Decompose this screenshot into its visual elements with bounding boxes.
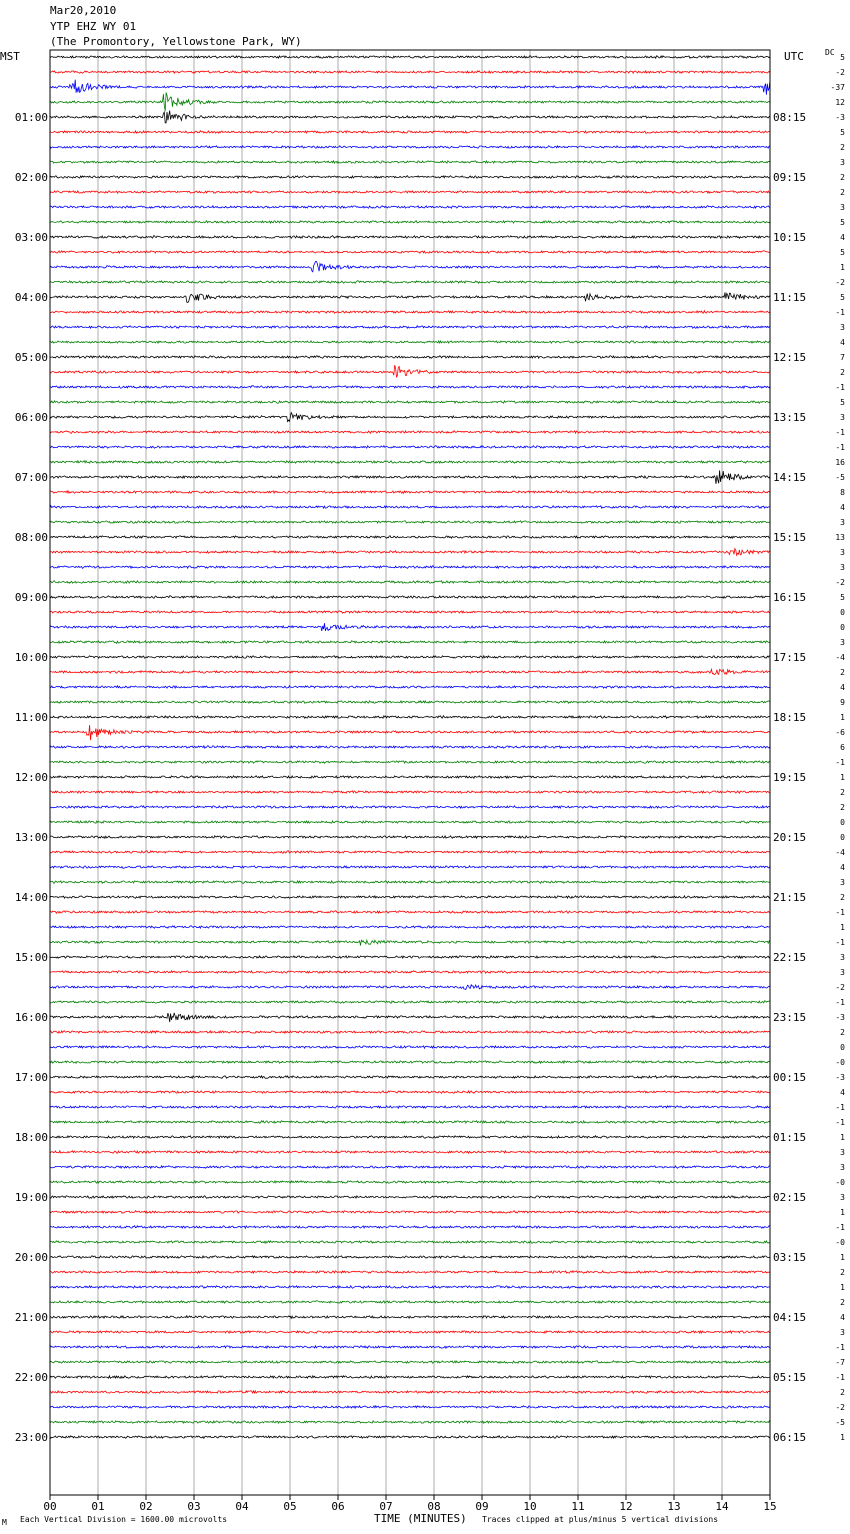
utc-hour-label: 16:15: [773, 591, 807, 604]
utc-hour-label: 12:15: [773, 351, 807, 364]
station-code: YTP EHZ WY 01: [50, 20, 137, 33]
dc-offset-label: 3: [840, 413, 845, 422]
clip-note: Traces clipped at plus/minus 5 vertical divisions: [482, 1515, 719, 1524]
dc-offset-label: 4: [840, 1313, 845, 1322]
trace-line: [50, 236, 770, 239]
dc-offset-label: -0: [835, 1238, 845, 1247]
dc-offset-label: 3: [840, 563, 845, 572]
trace-line: [50, 1361, 770, 1364]
mst-hour-label: 15:00: [14, 951, 48, 964]
x-tick-label: 02: [139, 1500, 153, 1513]
trace-line: [50, 491, 770, 494]
dc-offset-label: -2: [835, 983, 845, 992]
dc-offset-label: 8: [840, 488, 845, 497]
dc-offset-label: -1: [835, 443, 845, 452]
trace-line: [50, 716, 770, 719]
trace-line: [50, 1286, 770, 1289]
utc-hour-label: 11:15: [773, 291, 807, 304]
mst-hour-label: 18:00: [14, 1131, 48, 1144]
dc-offset-label: -1: [835, 1343, 845, 1352]
dc-offset-label: 1: [840, 1133, 845, 1142]
dc-offset-label: 3: [840, 638, 845, 647]
dc-offset-label: -0: [835, 1058, 845, 1067]
trace-line: [50, 806, 770, 808]
dc-offset-label: 2: [840, 788, 845, 797]
x-tick-label: 07: [379, 1500, 393, 1513]
trace-line: [50, 956, 770, 958]
dc-offset-label: 4: [840, 683, 845, 692]
dc-offset-label: 3: [840, 548, 845, 557]
dc-offset-label: 1: [840, 1253, 845, 1262]
dc-offset-label: 3: [840, 1328, 845, 1337]
dc-offset-label: -1: [835, 1118, 845, 1127]
utc-hour-label: 23:15: [773, 1011, 807, 1024]
trace-line: [50, 623, 770, 631]
dc-offset-label: 3: [840, 323, 845, 332]
dc-offset-label: -1: [835, 758, 845, 767]
dc-offset-label: -2: [835, 1403, 845, 1412]
trace-line: [50, 401, 770, 404]
dc-offset-label: 2: [840, 368, 845, 377]
utc-hour-label: 02:15: [773, 1191, 807, 1204]
x-tick-label: 08: [427, 1500, 441, 1513]
dc-offset-label: 1: [840, 1433, 845, 1442]
mst-hour-label: 03:00: [14, 231, 48, 244]
trace-line: [50, 1091, 770, 1094]
trace-line: [50, 292, 770, 302]
trace-line: [50, 596, 770, 599]
trace-line: [50, 80, 770, 95]
dc-offset-label: 3: [840, 878, 845, 887]
utc-hour-label: 04:15: [773, 1311, 807, 1324]
x-tick-label: 04: [235, 1500, 249, 1513]
mst-hour-label: 02:00: [14, 171, 48, 184]
utc-hour-label: 17:15: [773, 651, 807, 664]
utc-hour-label: 08:15: [773, 111, 807, 124]
dc-offset-label: 3: [840, 953, 845, 962]
dc-offset-label: 2: [840, 1268, 845, 1277]
dc-offset-label: 5: [840, 593, 845, 602]
trace-line: [50, 191, 770, 193]
mst-hour-label: 23:00: [14, 1431, 48, 1444]
trace-line: [50, 776, 770, 779]
trace-line: [50, 536, 770, 538]
trace-line: [50, 746, 770, 749]
dc-offset-label: 1: [840, 1283, 845, 1292]
dc-offset-label: -1: [835, 383, 845, 392]
dc-offset-label: -2: [835, 68, 845, 77]
x-tick-label: 13: [667, 1500, 681, 1513]
x-tick-label: 11: [571, 1500, 585, 1513]
utc-hour-label: 13:15: [773, 411, 807, 424]
trace-line: [50, 926, 770, 928]
dc-offset-label: -5: [835, 1418, 845, 1427]
trace-line: [50, 549, 770, 556]
mst-hour-label: 22:00: [14, 1371, 48, 1384]
trace-line: [50, 206, 770, 209]
trace-line: [50, 1421, 770, 1423]
dc-offset-label: 5: [840, 248, 845, 257]
utc-hour-label: 22:15: [773, 951, 807, 964]
utc-hour-label: 06:15: [773, 1431, 807, 1444]
mst-hour-label: 11:00: [14, 711, 48, 724]
trace-line: [50, 1076, 770, 1079]
trace-line: [50, 1436, 770, 1439]
dc-offset-label: 2: [840, 893, 845, 902]
trace-line: [50, 71, 770, 74]
trace-line: [50, 1151, 770, 1154]
trace-line: [50, 131, 770, 134]
dc-offset-label: -4: [835, 653, 845, 662]
dc-offset-label: 1: [840, 773, 845, 782]
utc-hour-label: 00:15: [773, 1071, 807, 1084]
dc-offset-label: 2: [840, 173, 845, 182]
dc-offset-label: 5: [840, 53, 845, 62]
trace-line: [50, 251, 770, 254]
mst-hour-label: 20:00: [14, 1251, 48, 1264]
dc-offset-label: 5: [840, 128, 845, 137]
trace-line: [50, 1391, 770, 1394]
dc-offset-labels: [831, 53, 846, 1442]
utc-hour-label: 01:15: [773, 1131, 807, 1144]
trace-line: [50, 1166, 770, 1169]
trace-line: [50, 1136, 770, 1139]
mst-hour-label: 16:00: [14, 1011, 48, 1024]
trace-line: [50, 146, 770, 148]
trace-line: [50, 365, 770, 377]
x-tick-label: 03: [187, 1500, 201, 1513]
dc-offset-label: 3: [840, 203, 845, 212]
trace-line: [50, 1013, 770, 1022]
seismic-traces: [50, 56, 770, 1439]
mst-hour-label: 08:00: [14, 531, 48, 544]
dc-offset-label: 5: [840, 293, 845, 302]
dc-offset-label: -1: [835, 1103, 845, 1112]
trace-line: [50, 1316, 770, 1319]
trace-line: [50, 1346, 770, 1348]
dc-offset-label: -1: [835, 308, 845, 317]
utc-hour-label: 05:15: [773, 1371, 807, 1384]
trace-line: [50, 896, 770, 899]
dc-offset-label: 3: [840, 968, 845, 977]
dc-offset-label: 7: [840, 353, 845, 362]
trace-line: [50, 581, 770, 584]
dc-offset-label: 5: [840, 398, 845, 407]
x-tick-label: 10: [523, 1500, 537, 1513]
trace-line: [50, 669, 770, 674]
mst-hour-label: 09:00: [14, 591, 48, 604]
x-tick-label: 12: [619, 1500, 633, 1513]
trace-line: [50, 761, 770, 764]
dc-offset-label: 3: [840, 518, 845, 527]
utc-zone-label: UTC: [784, 50, 804, 63]
dc-offset-label: -5: [835, 473, 845, 482]
mst-hour-label: 19:00: [14, 1191, 48, 1204]
mst-zone-label: MST: [0, 50, 20, 63]
dc-offset-label: 2: [840, 188, 845, 197]
trace-line: [50, 1271, 770, 1274]
utc-hour-label: 20:15: [773, 831, 807, 844]
dc-offset-label: 1: [840, 263, 845, 272]
trace-line: [50, 221, 770, 224]
trace-line: [50, 881, 770, 884]
utc-hour-label: 10:15: [773, 231, 807, 244]
trace-line: [50, 656, 770, 658]
dc-offset-label: 2: [840, 668, 845, 677]
trace-line: [50, 611, 770, 613]
trace-line: [50, 461, 770, 464]
trace-line: [50, 641, 770, 644]
utc-hour-label: 18:15: [773, 711, 807, 724]
trace-line: [50, 1181, 770, 1184]
utc-hour-label: 14:15: [773, 471, 807, 484]
corner-mark: M: [2, 1518, 7, 1527]
trace-line: [50, 971, 770, 973]
trace-line: [50, 1061, 770, 1063]
dc-offset-label: 2: [840, 1028, 845, 1037]
scale-note: Each Vertical Division = 1600.00 microvolts: [20, 1515, 228, 1524]
trace-line: [50, 1301, 770, 1304]
trace-line: [50, 1031, 770, 1034]
x-tick-label: 05: [283, 1500, 297, 1513]
x-tick-label: 01: [91, 1500, 105, 1513]
trace-line: [50, 161, 770, 164]
mst-hour-labels: [15, 111, 48, 1444]
mst-hour-label: 01:00: [14, 111, 48, 124]
dc-offset-label: 0: [840, 608, 845, 617]
trace-line: [50, 111, 770, 123]
trace-line: [50, 1406, 770, 1409]
trace-line: [50, 686, 770, 689]
mst-hour-label: 10:00: [14, 651, 48, 664]
utc-hour-label: 15:15: [773, 531, 807, 544]
x-axis: [43, 1495, 776, 1513]
utc-hour-label: 03:15: [773, 1251, 807, 1264]
dc-offset-label: 4: [840, 338, 845, 347]
trace-line: [50, 521, 770, 523]
trace-line: [50, 701, 770, 703]
trace-line: [50, 341, 770, 343]
dc-offset-label: 3: [840, 1163, 845, 1172]
station-location: (The Promontory, Yellowstone Park, WY): [50, 35, 302, 48]
dc-offset-label: 2: [840, 1298, 845, 1307]
mst-hour-label: 13:00: [14, 831, 48, 844]
dc-offset-label: -1: [835, 938, 845, 947]
trace-line: [50, 470, 770, 484]
trace-line: [50, 176, 770, 179]
trace-line: [50, 1046, 770, 1049]
minute-gridlines: [98, 50, 722, 1495]
trace-line: [50, 851, 770, 854]
mst-hour-label: 04:00: [14, 291, 48, 304]
dc-offset-label: -2: [835, 278, 845, 287]
dc-offset-label: -0: [835, 1178, 845, 1187]
mst-hour-label: 06:00: [14, 411, 48, 424]
trace-line: [50, 446, 770, 449]
trace-line: [50, 281, 770, 284]
dc-offset-label: 4: [840, 863, 845, 872]
dc-header-label: DC: [825, 48, 835, 57]
trace-line: [50, 261, 770, 271]
trace-line: [50, 1001, 770, 1004]
mst-hour-label: 05:00: [14, 351, 48, 364]
dc-offset-label: -37: [830, 83, 845, 92]
dc-offset-label: 1: [840, 1208, 845, 1217]
dc-offset-label: 0: [840, 833, 845, 842]
dc-offset-label: 5: [840, 218, 845, 227]
mst-hour-label: 21:00: [14, 1311, 48, 1324]
trace-line: [50, 326, 770, 329]
utc-hour-label: 19:15: [773, 771, 807, 784]
mst-hour-label: 14:00: [14, 891, 48, 904]
dc-offset-label: 2: [840, 1388, 845, 1397]
dc-offset-label: 4: [840, 503, 845, 512]
dc-offset-label: 3: [840, 158, 845, 167]
dc-offset-label: 9: [840, 698, 845, 707]
dc-offset-label: 0: [840, 1043, 845, 1052]
dc-offset-label: 3: [840, 1148, 845, 1157]
dc-offset-label: 1: [840, 713, 845, 722]
dc-offset-label: -1: [835, 1223, 845, 1232]
trace-line: [50, 311, 770, 314]
trace-line: [50, 1106, 770, 1108]
trace-line: [50, 1256, 770, 1258]
trace-line: [50, 985, 770, 990]
dc-offset-label: 13: [835, 533, 845, 542]
trace-line: [50, 1121, 770, 1124]
trace-line: [50, 1241, 770, 1244]
trace-line: [50, 356, 770, 359]
mst-hour-label: 17:00: [14, 1071, 48, 1084]
dc-offset-label: -6: [835, 728, 845, 737]
dc-offset-label: 12: [835, 98, 845, 107]
dc-offset-label: -1: [835, 908, 845, 917]
dc-offset-label: -2: [835, 578, 845, 587]
dc-offset-label: 2: [840, 143, 845, 152]
trace-line: [50, 940, 770, 945]
utc-hour-label: 21:15: [773, 891, 807, 904]
dc-offset-label: 16: [835, 458, 845, 467]
record-date: Mar20,2010: [50, 4, 117, 17]
utc-hour-label: 09:15: [773, 171, 807, 184]
trace-line: [50, 386, 770, 388]
trace-line: [50, 836, 770, 839]
dc-offset-label: -4: [835, 848, 845, 857]
dc-offset-label: -1: [835, 1373, 845, 1382]
trace-line: [50, 93, 770, 112]
dc-offset-label: 2: [840, 803, 845, 812]
trace-line: [50, 413, 770, 422]
x-tick-label: 15: [763, 1500, 777, 1513]
dc-offset-label: -1: [835, 428, 845, 437]
mst-hour-label: 07:00: [14, 471, 48, 484]
dc-offset-label: 4: [840, 1088, 845, 1097]
dc-offset-label: 0: [840, 818, 845, 827]
dc-offset-label: 3: [840, 1193, 845, 1202]
trace-line: [50, 1376, 770, 1378]
trace-line: [50, 1226, 770, 1229]
trace-line: [50, 56, 770, 58]
x-tick-label: 06: [331, 1500, 345, 1513]
dc-offset-label: 1: [840, 923, 845, 932]
dc-offset-label: 0: [840, 623, 845, 632]
x-axis-title: TIME (MINUTES): [374, 1512, 467, 1525]
trace-line: [50, 506, 770, 509]
trace-line: [50, 866, 770, 868]
trace-line: [50, 566, 770, 569]
dc-offset-label: -3: [835, 1013, 845, 1022]
trace-line: [50, 431, 770, 434]
dc-offset-label: -7: [835, 1358, 845, 1367]
dc-offset-label: 4: [840, 233, 845, 242]
x-tick-label: 09: [475, 1500, 489, 1513]
trace-line: [50, 1196, 770, 1198]
trace-line: [50, 791, 770, 793]
trace-line: [50, 1331, 770, 1334]
dc-offset-label: 6: [840, 743, 845, 752]
x-tick-label: 00: [43, 1500, 57, 1513]
trace-line: [50, 1211, 770, 1214]
utc-hour-labels: [773, 111, 806, 1444]
mst-hour-label: 12:00: [14, 771, 48, 784]
dc-offset-label: -3: [835, 1073, 845, 1082]
trace-line: [50, 725, 770, 740]
x-tick-label: 14: [715, 1500, 729, 1513]
trace-line: [50, 821, 770, 823]
dc-offset-label: -3: [835, 113, 845, 122]
trace-line: [50, 911, 770, 914]
dc-offset-label: -1: [835, 998, 845, 1007]
